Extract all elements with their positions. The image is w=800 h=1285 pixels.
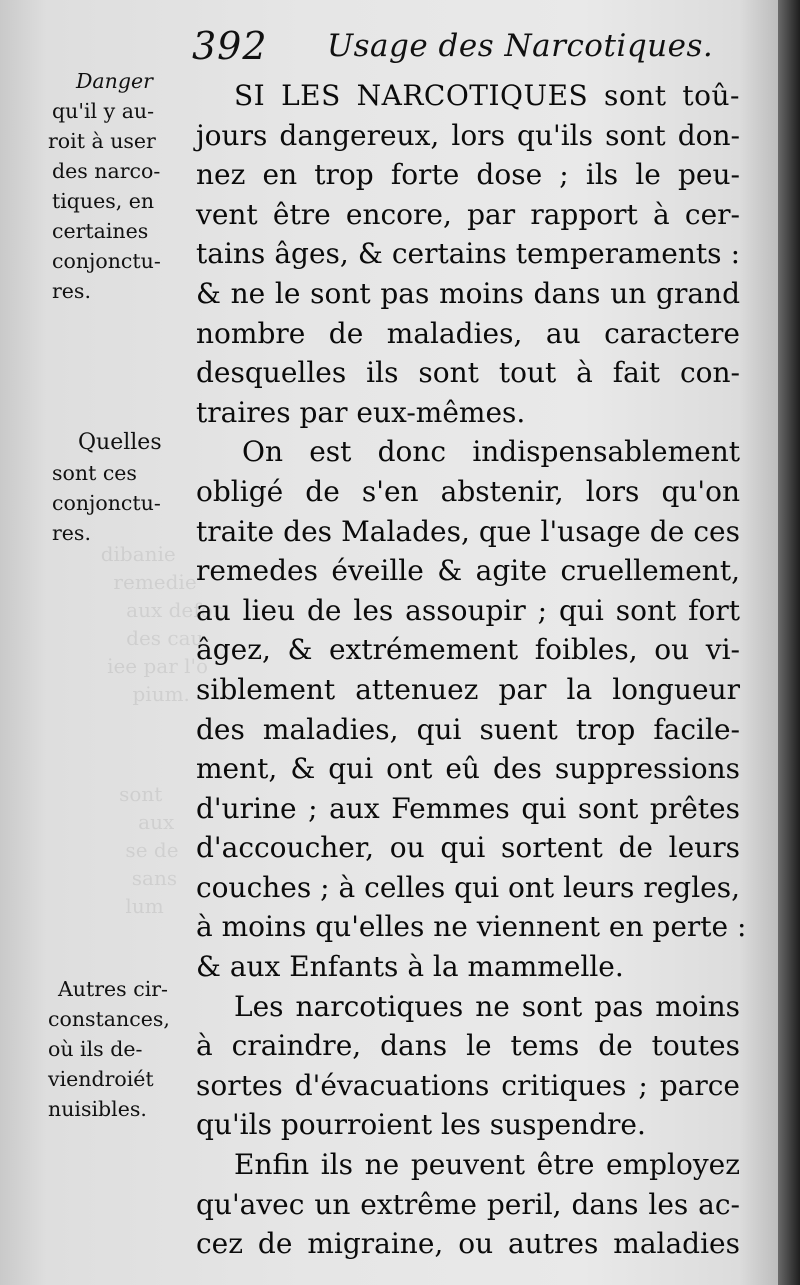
text-line: nez en trop forte dose ; ils le peu- bbox=[196, 158, 740, 192]
text-line: à moins qu'elles ne viennent en perte : bbox=[196, 910, 747, 944]
margin-note-danger bbox=[48, 66, 188, 306]
text-line: vent être encore, par rapport à cer- bbox=[196, 197, 740, 231]
paragraph-4 bbox=[196, 1145, 740, 1264]
text-line: siblement attenuez par la longueur bbox=[196, 672, 740, 706]
margin-note-line: sont ces bbox=[52, 461, 137, 485]
running-header bbox=[192, 20, 752, 76]
text-line: traires par eux-mêmes. bbox=[196, 395, 526, 429]
text-line: Les narcotiques ne sont pas moins bbox=[234, 989, 740, 1023]
margin-note-line: tiques, en bbox=[52, 189, 155, 213]
margin-note-line: roit à user bbox=[48, 129, 156, 153]
margin-note-line: certaines bbox=[52, 219, 149, 243]
text-line: & ne le sont pas moins dans un grand bbox=[196, 276, 740, 310]
margin-note-line: conjonctu- bbox=[52, 249, 161, 273]
text-line: des maladies, qui suent trop facile- bbox=[196, 712, 740, 746]
paragraph-1 bbox=[196, 76, 740, 432]
text-line: sortes d'évacuations critiques ; parce bbox=[196, 1068, 740, 1102]
text-line: & aux Enfants à la mammelle. bbox=[196, 950, 624, 984]
text-line: âgez, & extrémement foibles, ou vi- bbox=[196, 633, 740, 667]
text-line: au lieu de les assoupir ; qui sont fort bbox=[196, 593, 740, 627]
text-line: cez de migraine, ou autres maladies bbox=[196, 1227, 740, 1261]
text-line: desquelles ils sont tout à fait con- bbox=[196, 356, 740, 390]
margin-note-line: nuisibles. bbox=[48, 1097, 147, 1121]
margin-note-line: conjonctu- bbox=[52, 491, 161, 515]
text-line: On est donc indispensablement bbox=[242, 435, 740, 469]
margin-note-line: res. bbox=[52, 279, 91, 303]
paragraph-3 bbox=[196, 987, 740, 1145]
show-through-texture: dibanie remedie aux defor des cau- iee par l'o pium. bbox=[100, 542, 223, 706]
text-line: qu'ils pourroient les suspendre. bbox=[196, 1108, 646, 1142]
margin-note-line: viendroiét bbox=[48, 1067, 154, 1091]
margin-note-line: Quelles bbox=[78, 430, 162, 455]
text-line: jours dangereux, lors qu'ils sont don- bbox=[196, 118, 740, 152]
text-line: Enfin ils ne peuvent être employez bbox=[234, 1148, 740, 1182]
text-line: remedes éveille & agite cruellement, bbox=[196, 554, 740, 588]
margin-note-line: res. bbox=[52, 521, 91, 545]
margin-note-line: qu'il y au- bbox=[52, 99, 155, 123]
text-line: ment, & qui ont eû des suppressions bbox=[196, 752, 740, 786]
text-line: tains âges, & certains temperaments : bbox=[196, 237, 740, 271]
text-line: SI LES NARCOTIQUES sont toû- bbox=[234, 79, 740, 112]
margin-note-conjonctures bbox=[48, 428, 188, 548]
margin-note-line: Autres cir- bbox=[58, 977, 168, 1001]
margin-note-line: Danger bbox=[76, 69, 153, 93]
show-through-texture-2: sont aux se de sans lum bbox=[119, 782, 179, 918]
page-edge-shadow bbox=[778, 0, 800, 1285]
text-line: d'accoucher, ou qui sortent de leurs bbox=[196, 831, 740, 865]
text-line: obligé de s'en abstenir, lors qu'on bbox=[196, 474, 740, 508]
margin-note-circonstances bbox=[48, 974, 188, 1124]
text-line: couches ; à celles qui ont leurs regles, bbox=[196, 870, 740, 904]
margin-note-line: constances, bbox=[48, 1007, 170, 1031]
text-line: à craindre, dans le tems de toutes bbox=[196, 1029, 740, 1063]
text-line: d'urine ; aux Femmes qui sont prêtes bbox=[196, 791, 740, 825]
margin-note-line: des narco- bbox=[52, 159, 161, 183]
margin-note-line: où ils de- bbox=[48, 1037, 143, 1061]
text-line: qu'avec un extrême peril, dans les ac- bbox=[196, 1187, 740, 1221]
body-text bbox=[196, 76, 747, 1264]
running-title: Usage des Narcotiques. bbox=[327, 28, 714, 64]
paragraph-2 bbox=[196, 432, 747, 986]
text-line: nombre de maladies, au caractere bbox=[196, 316, 740, 350]
page-number: 392 bbox=[192, 24, 268, 68]
text-line: traite des Malades, que l'usage de ces bbox=[196, 514, 740, 548]
